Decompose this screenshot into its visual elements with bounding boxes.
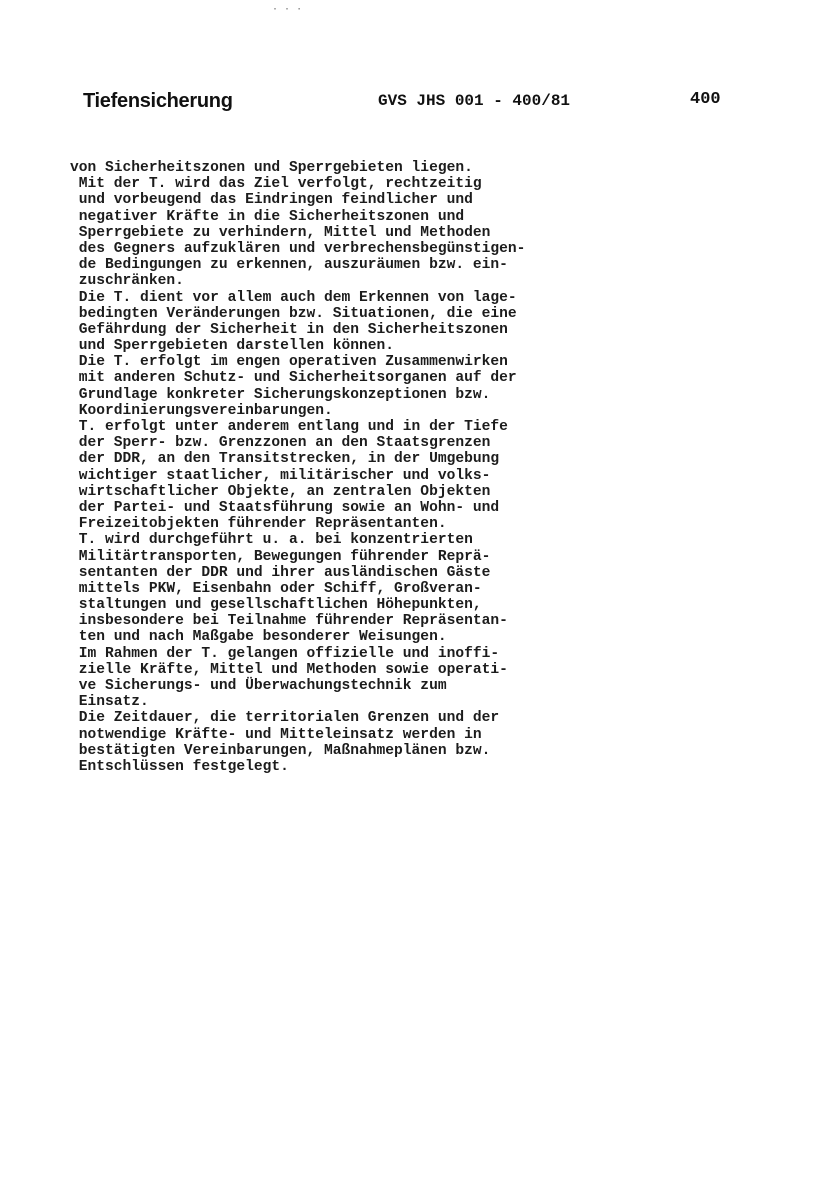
page-title: Tiefensicherung (83, 90, 233, 112)
text-line: zielle Kräfte, Mittel und Methoden sowie operati- (70, 661, 508, 678)
text-line: Mit der T. wird das Ziel verfolgt, rechtzeitig (70, 176, 482, 193)
text-line: Entschlüssen festgelegt. (70, 758, 289, 775)
text-line: Koordinierungsvereinbarungen. (70, 402, 333, 419)
text-line: Grundlage konkreter Sicherungskonzeptionen bzw. (70, 386, 491, 403)
text-line: mittels PKW, Eisenbahn oder Schiff, Großveran- (70, 580, 482, 597)
text-line: notwendige Kräfte- und Mitteleinsatz werden in (70, 726, 482, 743)
text-line: de Bedingungen zu erkennen, auszuräumen bzw. ein- (70, 257, 508, 274)
text-line: T. wird durchgeführt u. a. bei konzentrierten (70, 532, 473, 549)
text-line: der Partei- und Staatsführung sowie an Wohn- und (70, 499, 500, 516)
text-line: Die Zeitdauer, die territorialen Grenzen und der (70, 710, 500, 727)
text-line: Die T. dient vor allem auch dem Erkennen von lage- (70, 289, 517, 306)
text-line: des Gegners aufzuklären und verbrechensbegünstigen- (70, 240, 526, 257)
text-line: der Sperr- bzw. Grenzzonen an den Staatsgrenzen (70, 435, 491, 452)
body-text (70, 160, 630, 775)
text-line: Militärtransporten, Bewegungen führender Reprä- (70, 548, 491, 565)
text-line: bestätigten Vereinbarungen, Maßnahmeplänen bzw. (70, 742, 491, 759)
text-line: Im Rahmen der T. gelangen offizielle und inoffi- (70, 645, 500, 662)
text-line: T. erfolgt unter anderem entlang und in der Tiefe (70, 419, 508, 435)
text-line: ve Sicherungs- und Überwachungstechnik zum (70, 678, 447, 694)
text-line: negativer Kräfte in die Sicherheitszonen und (70, 208, 465, 225)
text-line: Sperrgebiete zu verhindern, Mittel und Methoden (70, 224, 491, 241)
text-line: staltungen und gesellschaftlichen Höhepunkten, (70, 597, 482, 614)
page-number: 400 (690, 90, 721, 109)
text-line: mit anderen Schutz- und Sicherheitsorganen auf der (70, 370, 517, 387)
text-line: von Sicherheitszonen und Sperrgebieten liegen. (70, 160, 473, 176)
text-line: wichtiger staatlicher, militärischer und volks- (70, 467, 491, 484)
text-line: und vorbeugend das Eindringen feindlicher und (70, 192, 473, 209)
text-line: Gefährdung der Sicherheit in den Sicherheitszonen (70, 321, 508, 338)
text-line: bedingten Veränderungen bzw. Situationen, die eine (70, 305, 517, 322)
text-line: ten und nach Maßgabe besonderer Weisungen. (70, 629, 447, 646)
text-line: und Sperrgebieten darstellen können. (70, 338, 395, 355)
text-line: zuschränken. (70, 273, 184, 290)
text-line: der DDR, an den Transitstrecken, in der Umgebung (70, 451, 500, 468)
document-reference: GVS JHS 001 - 400/81 (378, 92, 571, 110)
text-line: Einsatz. (70, 694, 149, 711)
text-line: Freizeitobjekten führender Repräsentanten. (70, 516, 447, 533)
text-line: Die T. erfolgt im engen operativen Zusammenwirken (70, 354, 508, 371)
text-line: wirtschaftlicher Objekte, an zentralen Objekten (70, 483, 491, 500)
scan-artifact: · · · (272, 4, 303, 15)
text-line: sentanten der DDR und ihrer ausländischen Gäste (70, 564, 491, 581)
text-line: insbesondere bei Teilnahme führender Repräsentan- (70, 613, 508, 630)
